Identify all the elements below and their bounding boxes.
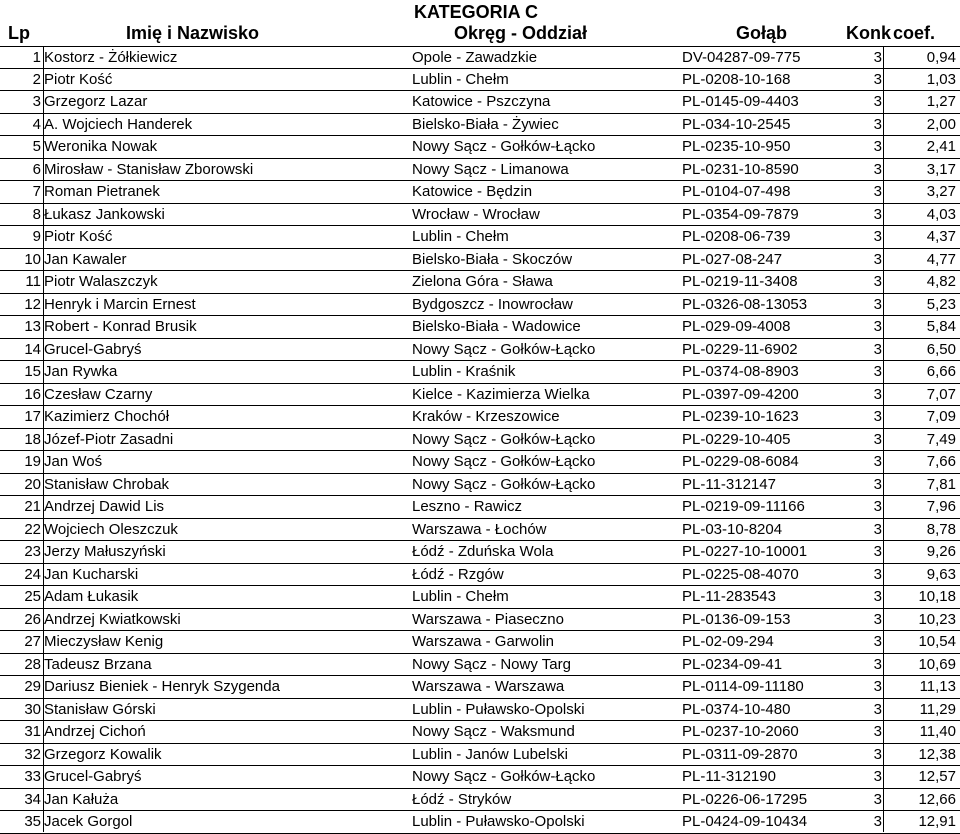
- header-lp: Lp: [8, 23, 30, 43]
- row-lp: 9: [32, 228, 41, 245]
- table-row: [0, 406, 960, 429]
- table-row: [0, 451, 960, 474]
- row-region: Warszawa - Warszawa: [412, 678, 565, 695]
- row-lp: 15: [24, 363, 41, 380]
- row-lp: 18: [24, 430, 41, 448]
- row-konk: 3: [873, 543, 882, 560]
- row-region: Katowice - Pszczyna: [412, 93, 551, 110]
- row-region: Nowy Sącz - Nowy Targ: [412, 655, 571, 673]
- row-konk: 3: [873, 250, 882, 268]
- row-lp: 27: [24, 633, 41, 650]
- row-konk: 3: [873, 678, 882, 695]
- row-konk: 3: [873, 700, 882, 718]
- row-konk: 3: [873, 115, 882, 133]
- row-konk: 3: [873, 183, 882, 200]
- row-konk: 3: [873, 340, 882, 358]
- row-coef: 7,96: [926, 498, 956, 515]
- row-name: Adam Łukasik: [44, 588, 139, 605]
- row-lp: 5: [32, 138, 41, 155]
- row-bird-id: PL-0231-10-8590: [682, 160, 799, 178]
- row-coef: 4,77: [926, 250, 956, 268]
- row-region: Nowy Sącz - Gołków-Łącko: [412, 475, 596, 493]
- row-lp: 2: [32, 70, 41, 88]
- row-lp: 7: [32, 183, 41, 200]
- row-name: A. Wojciech Handerek: [44, 115, 193, 133]
- row-region: Bydgoszcz - Inowrocław: [412, 295, 573, 313]
- row-konk: 3: [873, 453, 882, 470]
- row-lp: 32: [24, 745, 41, 763]
- row-lp: 8: [32, 205, 41, 223]
- row-konk: 3: [873, 273, 882, 290]
- row-konk: 3: [873, 430, 882, 448]
- header-bird: Gołąb: [736, 23, 788, 43]
- row-region: Zielona Góra - Sława: [412, 273, 553, 290]
- row-name: Stanisław Górski: [44, 700, 156, 718]
- table-row: [0, 69, 960, 92]
- row-region: Łódź - Zduńska Wola: [412, 543, 554, 560]
- row-name: Grucel-Gabryś: [44, 340, 142, 358]
- row-coef: 11,29: [919, 700, 956, 718]
- table-row: [0, 496, 960, 519]
- row-lp: 24: [24, 565, 41, 583]
- row-bird-id: PL-0397-09-4200: [682, 385, 799, 403]
- row-name: Piotr Walaszczyk: [44, 273, 158, 290]
- column-divider: [883, 46, 884, 832]
- row-region: Nowy Sącz - Gołków-Łącko: [412, 768, 596, 785]
- row-bird-id: PL-03-10-8204: [682, 520, 783, 538]
- header-konk: Konk: [846, 23, 891, 43]
- row-bird-id: PL-0234-09-41: [682, 655, 783, 673]
- row-name: Grucel-Gabryś: [44, 768, 142, 785]
- row-region: Nowy Sącz - Gołków-Łącko: [412, 453, 596, 470]
- row-lp: 34: [24, 790, 41, 808]
- row-bird-id: PL-0145-09-4403: [682, 93, 799, 110]
- row-konk: 3: [873, 588, 882, 605]
- row-bird-id: PL-0311-09-2870: [682, 745, 798, 763]
- row-coef: 12,57: [918, 768, 956, 785]
- table-row: [0, 361, 960, 384]
- row-lp: 30: [24, 700, 41, 718]
- row-region: Lublin - Kraśnik: [412, 363, 516, 380]
- row-bird-id: PL-0229-11-6902: [682, 340, 798, 358]
- row-name: Mieczysław Kenig: [44, 633, 164, 650]
- row-konk: 3: [873, 228, 882, 245]
- table-row: [0, 744, 960, 767]
- row-bird-id: PL-11-312190: [682, 768, 776, 785]
- row-bird-id: PL-0104-07-498: [682, 183, 791, 200]
- table-row: [0, 541, 960, 564]
- row-name: Andrzej Cichoń: [44, 723, 146, 740]
- row-name: Mirosław - Stanisław Zborowski: [44, 160, 254, 178]
- row-region: Lublin - Puławsko-Opolski: [412, 813, 585, 830]
- table-row: [0, 46, 960, 69]
- row-coef: 12,66: [918, 790, 956, 808]
- table-header: [0, 22, 960, 45]
- row-name: Józef-Piotr Zasadni: [44, 430, 174, 448]
- row-region: Nowy Sącz - Waksmund: [412, 723, 575, 740]
- table-row: [0, 384, 960, 407]
- row-coef: 7,09: [926, 408, 956, 425]
- table-row: [0, 609, 960, 632]
- row-bird-id: PL-034-10-2545: [682, 115, 791, 133]
- row-region: Bielsko-Biała - Żywiec: [412, 115, 559, 133]
- row-bird-id: PL-0229-08-6084: [682, 453, 799, 470]
- row-coef: 11,40: [919, 723, 956, 740]
- row-coef: 7,07: [926, 385, 956, 403]
- row-name: Jacek Gorgol: [44, 813, 133, 830]
- row-lp: 23: [24, 543, 41, 560]
- row-konk: 3: [873, 610, 882, 628]
- row-coef: 6,66: [926, 363, 956, 380]
- row-coef: 12,91: [918, 813, 956, 830]
- row-region: Lublin - Janów Lubelski: [412, 745, 568, 763]
- row-lp: 29: [24, 678, 41, 695]
- table-row: [0, 474, 960, 497]
- table-row: [0, 226, 960, 249]
- row-name: Jan Kucharski: [44, 565, 139, 583]
- row-konk: 3: [873, 70, 882, 88]
- row-region: Kielce - Kazimierza Wielka: [412, 385, 590, 403]
- table-row: [0, 676, 960, 699]
- row-coef: 1,27: [926, 93, 956, 110]
- table-row: [0, 429, 960, 452]
- row-konk: 3: [873, 93, 882, 110]
- row-coef: 7,81: [926, 475, 956, 493]
- row-konk: 3: [873, 160, 882, 178]
- row-name: Roman Pietranek: [44, 183, 160, 200]
- row-region: Bielsko-Biała - Skoczów: [412, 250, 573, 268]
- table-row: [0, 699, 960, 722]
- row-konk: 3: [873, 565, 882, 583]
- row-coef: 3,27: [926, 183, 956, 200]
- row-konk: 3: [873, 205, 882, 223]
- row-region: Nowy Sącz - Limanowa: [412, 160, 569, 178]
- row-bird-id: PL-0239-10-1623: [682, 408, 799, 425]
- row-coef: 5,23: [926, 295, 956, 313]
- row-coef: 10,54: [918, 633, 956, 650]
- header-region: Okręg - Oddział: [454, 23, 588, 43]
- row-region: Katowice - Będzin: [412, 183, 533, 200]
- row-konk: 3: [873, 520, 882, 538]
- table-row: [0, 519, 960, 542]
- row-lp: 13: [24, 318, 41, 335]
- row-konk: 3: [873, 318, 882, 335]
- row-konk: 3: [873, 295, 882, 313]
- row-coef: 7,66: [926, 453, 956, 470]
- row-bird-id: PL-0219-09-11166: [682, 498, 805, 515]
- header-coef: coef.: [893, 23, 936, 43]
- row-lp: 17: [24, 408, 41, 425]
- row-konk: 3: [873, 385, 882, 403]
- row-lp: 20: [24, 475, 41, 493]
- row-bird-id: PL-0225-08-4070: [682, 565, 799, 583]
- row-name: Wojciech Oleszczuk: [44, 520, 178, 538]
- row-bird-id: PL-029-09-4008: [682, 318, 791, 335]
- table-row: [0, 181, 960, 204]
- row-name: Kazimierz Chochół: [44, 408, 170, 425]
- row-coef: 4,82: [926, 273, 956, 290]
- row-lp: 35: [24, 813, 41, 830]
- row-coef: 8,78: [926, 520, 956, 538]
- row-konk: 3: [873, 138, 882, 155]
- row-coef: 2,41: [926, 138, 956, 155]
- table-row: [0, 271, 960, 294]
- row-name: Kostorz - Żółkiewicz: [44, 49, 178, 66]
- table-row: [0, 564, 960, 587]
- row-bird-id: PL-0226-06-17295: [682, 790, 808, 808]
- row-bird-id: PL-0136-09-153: [682, 610, 791, 628]
- row-coef: 7,49: [926, 430, 956, 448]
- row-region: Lublin - Puławsko-Opolski: [412, 700, 585, 718]
- row-lp: 3: [32, 93, 41, 110]
- row-coef: 4,03: [926, 205, 956, 223]
- row-region: Lublin - Chełm: [412, 70, 509, 88]
- table-row: [0, 789, 960, 812]
- table-row: [0, 586, 960, 609]
- row-name: Andrzej Dawid Lis: [44, 498, 165, 515]
- row-region: Opole - Zawadzkie: [412, 49, 538, 66]
- row-lp: 10: [24, 250, 41, 268]
- row-konk: 3: [873, 498, 882, 515]
- column-divider: [43, 46, 44, 832]
- row-bird-id: PL-0208-06-739: [682, 228, 791, 245]
- row-name: Piotr Kość: [44, 70, 113, 88]
- header-name: Imię i Nazwisko: [126, 23, 260, 43]
- row-name: Grzegorz Kowalik: [44, 745, 162, 763]
- row-region: Nowy Sącz - Gołków-Łącko: [412, 430, 596, 448]
- row-region: Warszawa - Garwolin: [412, 633, 554, 650]
- row-region: Bielsko-Biała - Wadowice: [412, 318, 581, 335]
- row-lp: 1: [32, 49, 41, 66]
- row-region: Nowy Sącz - Gołków-Łącko: [412, 340, 596, 358]
- table-row: [0, 91, 960, 114]
- row-name: Jan Rywka: [44, 363, 118, 380]
- row-bird-id: PL-027-08-247: [682, 250, 783, 268]
- table-row: [0, 631, 960, 654]
- row-region: Nowy Sącz - Gołków-Łącko: [412, 138, 596, 155]
- row-konk: 3: [873, 49, 882, 66]
- row-konk: 3: [873, 408, 882, 425]
- row-lp: 31: [24, 723, 41, 740]
- row-coef: 3,17: [926, 160, 956, 178]
- row-name: Jan Kałuża: [44, 790, 119, 808]
- table-row: [0, 114, 960, 137]
- row-name: Łukasz Jankowski: [44, 205, 165, 223]
- row-name: Stanisław Chrobak: [44, 475, 170, 493]
- row-name: Henryk i Marcin Ernest: [44, 295, 196, 313]
- row-konk: 3: [873, 633, 882, 650]
- row-bird-id: PL-11-283543: [682, 588, 776, 605]
- row-name: Jan Kawaler: [44, 250, 127, 268]
- row-bird-id: PL-0208-10-168: [682, 70, 791, 88]
- row-lp: 26: [24, 610, 41, 628]
- row-name: Jan Woś: [44, 453, 103, 470]
- row-coef: 4,37: [926, 228, 956, 245]
- row-coef: 0,94: [926, 49, 956, 66]
- row-region: Kraków - Krzeszowice: [412, 408, 560, 425]
- row-coef: 2,00: [926, 115, 956, 133]
- row-name: Dariusz Bieniek - Henryk Szygenda: [44, 678, 280, 695]
- row-coef: 1,03: [926, 70, 956, 88]
- table-row: [0, 654, 960, 677]
- row-name: Andrzej Kwiatkowski: [44, 610, 181, 628]
- table-row: [0, 721, 960, 744]
- row-coef: 10,23: [918, 610, 956, 628]
- row-lp: 12: [24, 295, 41, 313]
- row-region: Warszawa - Piaseczno: [412, 610, 564, 628]
- row-lp: 25: [24, 588, 41, 605]
- row-region: Łódź - Rzgów: [412, 565, 504, 583]
- row-coef: 9,26: [926, 543, 956, 560]
- row-region: Łódź - Stryków: [412, 790, 512, 808]
- row-konk: 3: [873, 813, 882, 830]
- row-konk: 3: [873, 745, 882, 763]
- row-coef: 11,13: [919, 678, 956, 695]
- row-region: Wrocław - Wrocław: [412, 205, 540, 223]
- row-region: Lublin - Chełm: [412, 228, 509, 245]
- table-row: [0, 811, 960, 834]
- row-coef: 10,69: [918, 655, 956, 673]
- row-lp: 19: [24, 453, 41, 470]
- row-bird-id: PL-11-312147: [682, 475, 776, 493]
- row-region: Lublin - Chełm: [412, 588, 509, 605]
- table-row: [0, 339, 960, 362]
- row-bird-id: PL-0374-08-8903: [682, 363, 799, 380]
- page-title: KATEGORIA C: [414, 2, 538, 22]
- row-region: Warszawa - Łochów: [412, 520, 547, 538]
- row-coef: 10,18: [918, 588, 956, 605]
- row-konk: 3: [873, 768, 882, 785]
- row-bird-id: PL-0374-10-480: [682, 700, 791, 718]
- row-lp: 11: [25, 273, 41, 290]
- row-bird-id: PL-0229-10-405: [682, 430, 791, 448]
- row-name: Jerzy Małuszyński: [44, 543, 166, 560]
- row-bird-id: PL-02-09-294: [682, 633, 774, 650]
- row-name: Grzegorz Lazar: [44, 93, 148, 110]
- row-lp: 21: [24, 498, 41, 515]
- row-bird-id: PL-0235-10-950: [682, 138, 791, 155]
- row-konk: 3: [873, 790, 882, 808]
- row-name: Robert - Konrad Brusik: [44, 318, 197, 335]
- row-bird-id: PL-0424-09-10434: [682, 813, 808, 830]
- table-row: [0, 249, 960, 272]
- row-konk: 3: [873, 363, 882, 380]
- results-table: [0, 46, 960, 834]
- row-coef: 12,38: [918, 745, 956, 763]
- row-coef: 9,63: [926, 565, 956, 583]
- row-lp: 33: [24, 768, 41, 785]
- row-bird-id: DV-04287-09-775: [682, 49, 801, 66]
- table-row: [0, 159, 960, 182]
- table-row: [0, 294, 960, 317]
- row-konk: 3: [873, 655, 882, 673]
- row-name: Piotr Kość: [44, 228, 113, 245]
- row-bird-id: PL-0227-10-10001: [682, 543, 808, 560]
- row-coef: 6,50: [926, 340, 956, 358]
- table-row: [0, 136, 960, 159]
- row-name: Tadeusz Brzana: [44, 655, 152, 673]
- row-region: Leszno - Rawicz: [412, 498, 523, 515]
- row-bird-id: PL-0219-11-3408: [682, 273, 798, 290]
- row-bird-id: PL-0354-09-7879: [682, 205, 799, 223]
- row-bird-id: PL-0237-10-2060: [682, 723, 799, 740]
- row-lp: 14: [24, 340, 41, 358]
- row-name: Czesław Czarny: [44, 385, 153, 403]
- row-name: Weronika Nowak: [44, 138, 158, 155]
- row-lp: 4: [32, 115, 41, 133]
- table-row: [0, 766, 960, 789]
- row-konk: 3: [873, 723, 882, 740]
- table-row: [0, 316, 960, 339]
- table-row: [0, 204, 960, 227]
- row-lp: 16: [24, 385, 41, 403]
- row-lp: 22: [24, 520, 41, 538]
- row-konk: 3: [873, 475, 882, 493]
- row-coef: 5,84: [926, 318, 956, 335]
- row-bird-id: PL-0326-08-13053: [682, 295, 808, 313]
- row-bird-id: PL-0114-09-11180: [682, 678, 804, 695]
- row-lp: 6: [32, 160, 41, 178]
- row-lp: 28: [24, 655, 41, 673]
